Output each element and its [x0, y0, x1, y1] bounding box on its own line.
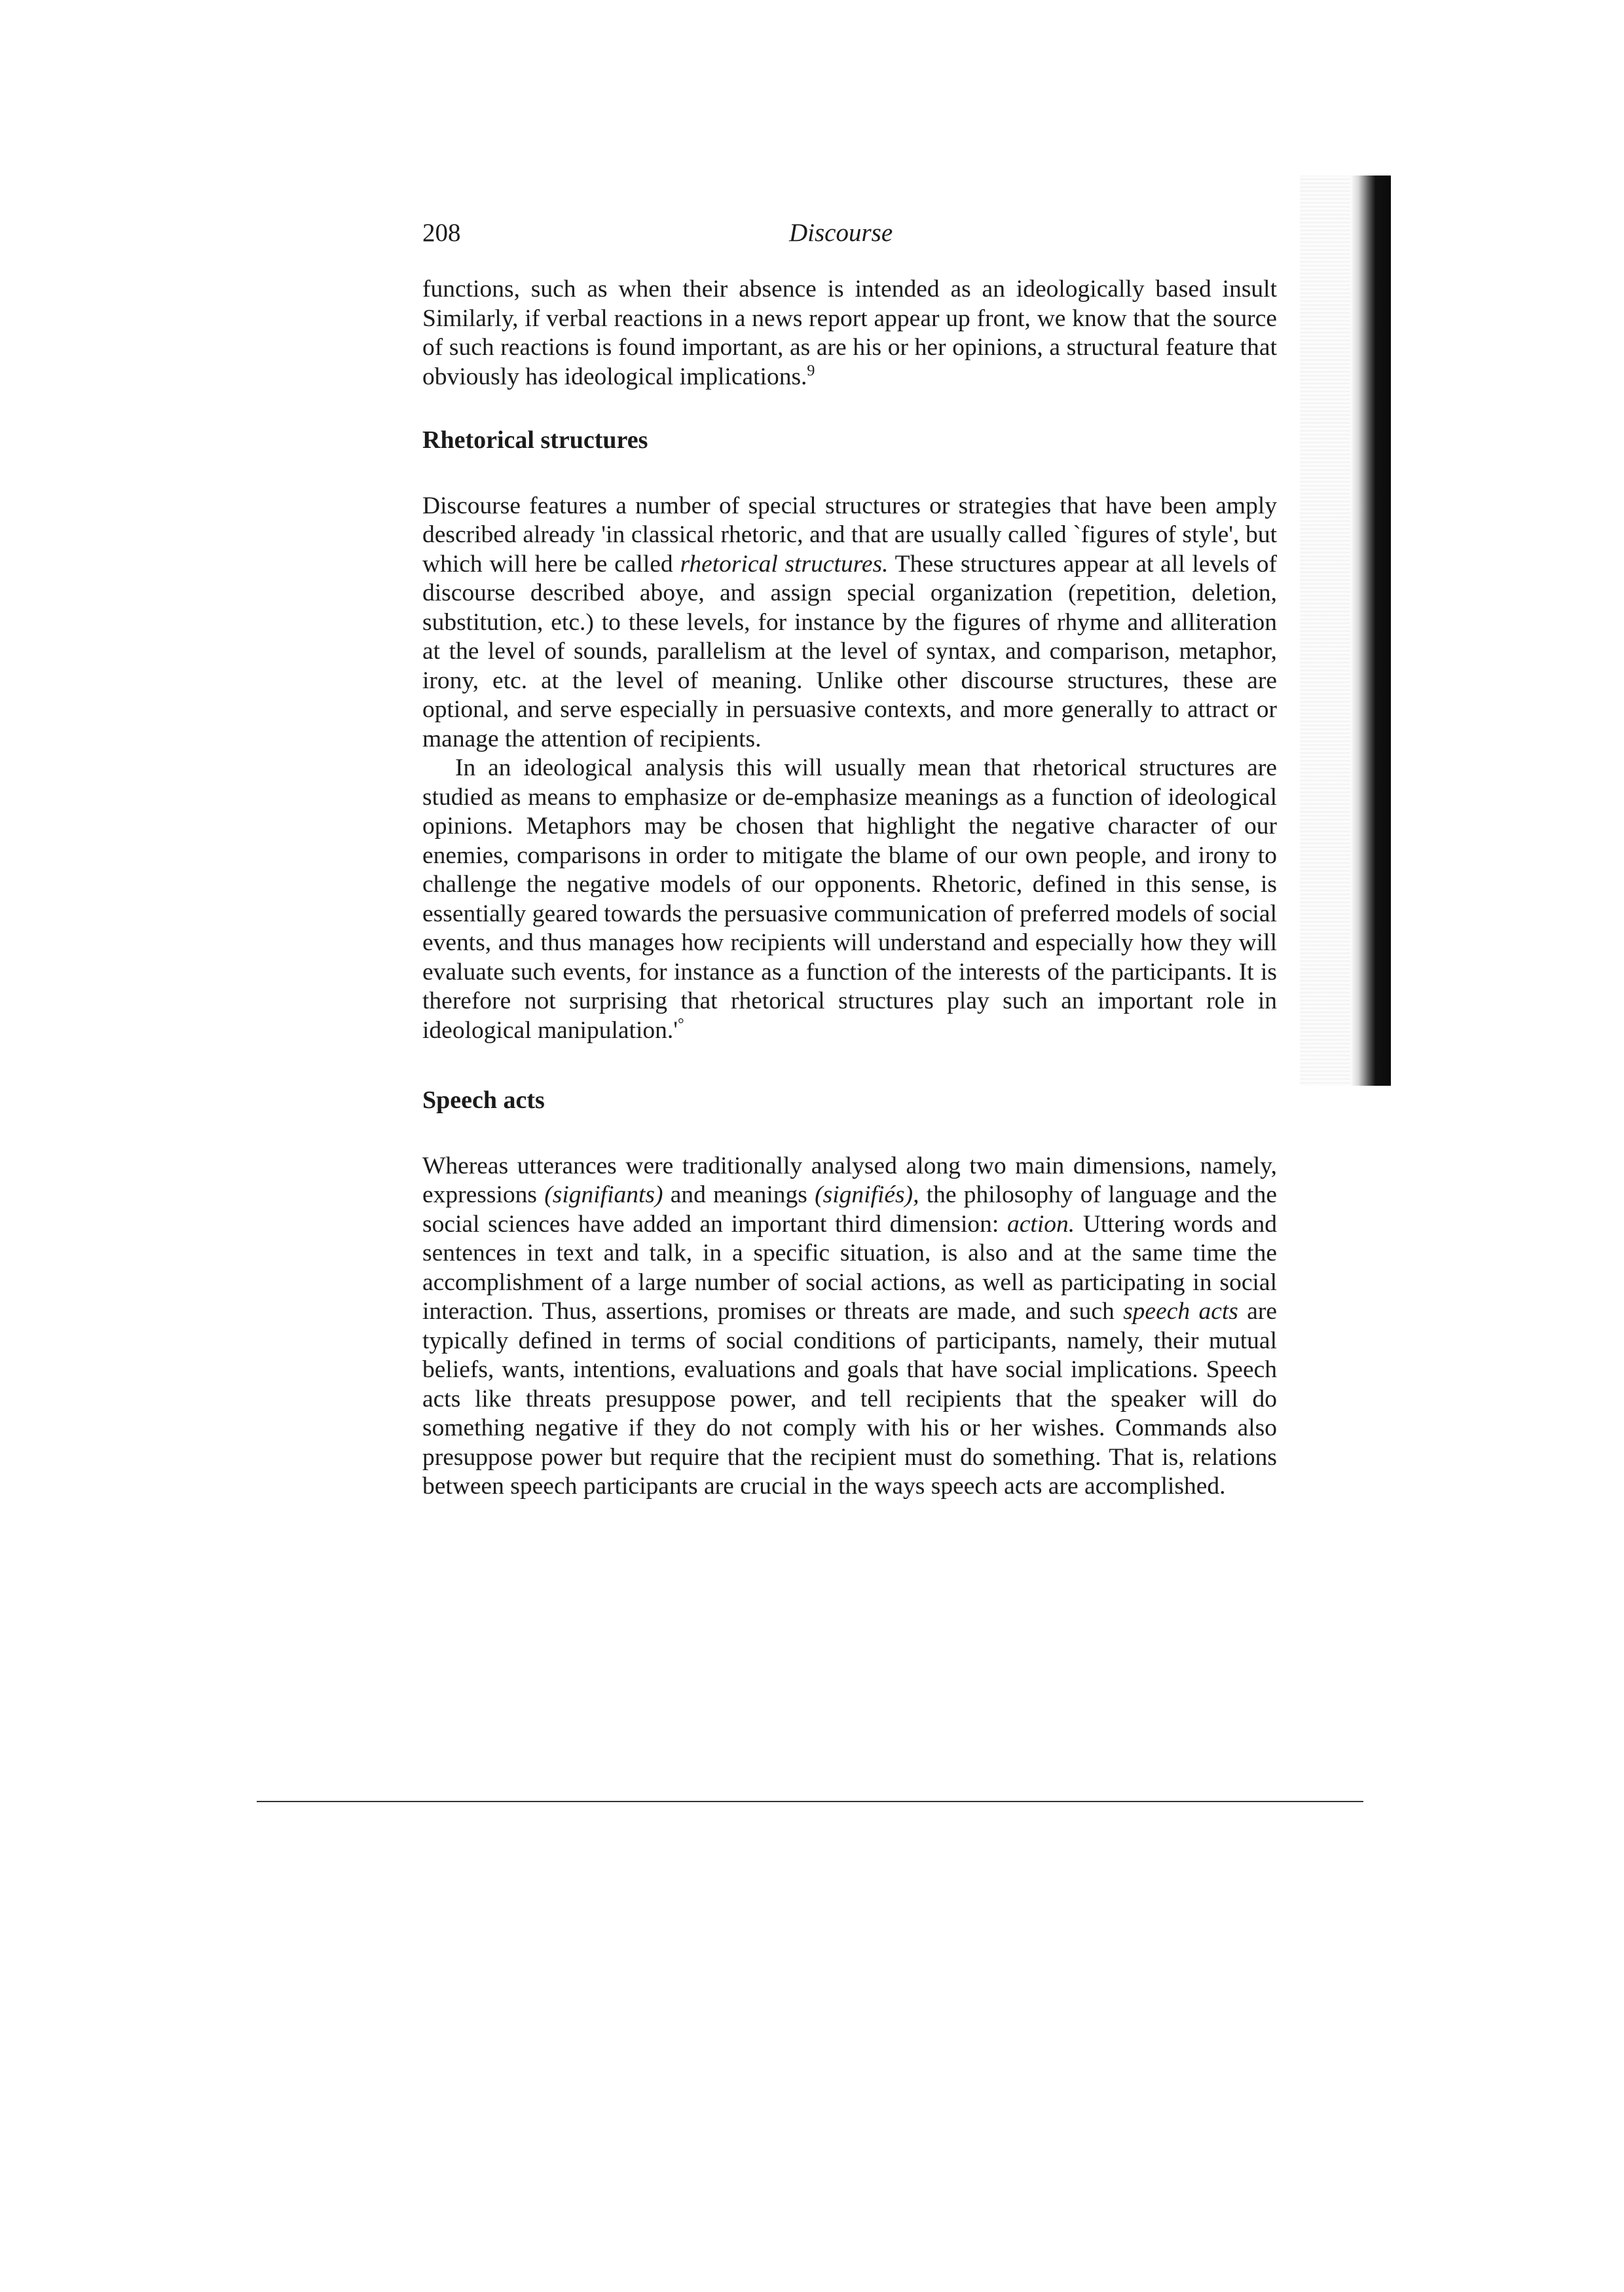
rhetorical-p2-text: In an ideological analysis this will usually mean that rhetorical structures are studied as means to emphasize or de-emphasize meanings as a function of ideological opinions. Metaphors may be chosen that highlight the negative character of our enemies, comparisons in order to mitigate the blame of our own people, and irony to challenge the negative models of our opponents. Rhetoric, defined in this sense, is essentially geared towards the persuasive communication of preferred models of social events, and thus manages how recipients will understand and especially how they will evaluate such events, for instance as a function of the interests of the participants. It is therefore not surprising that rhetorical structures play such an important role in ideological manipulation.': [422, 754, 1277, 1044]
footnote-marker-10: °: [678, 1016, 684, 1033]
term-speech-acts: speech acts: [1123, 1298, 1238, 1325]
page-bottom-rule: [257, 1801, 1363, 1802]
term-rhetorical-structures: rhetorical structures.: [680, 550, 889, 578]
rhetorical-paragraph-1: [422, 492, 1277, 754]
rhetorical-paragraph-2: [422, 754, 1277, 1045]
rhetorical-p1-text-a: Discourse features a number of special structures or strategies that have been amply described already 'in classical rhetoric, and that are usually called `figures of style', but which will here be called: [422, 492, 1277, 578]
scan-binding-shadow: [1350, 176, 1391, 1086]
rhetorical-p1-text-b: These structures appear at all levels of discourse described aboye, and assign special organization (repetition, deletion, substitution, etc.) to these levels, for instance by the figures of rhyme and alliteration at the level of sounds, parallelism at the level of syntax, and comparison, metaphor, irony, etc. at the level of meaning. Unlike other discourse structures, these are optional, and serve especially in persuasive contexts, and more generally to attract or manage the attention of recipients.: [422, 550, 1277, 752]
heading-rhetorical-structures: Rhetorical structures: [422, 426, 648, 454]
term-action: action.: [1007, 1210, 1075, 1238]
speech-acts-text-1: Whereas utterances were traditionally analysed along two main dimensions, namely, expressions: [422, 1152, 1277, 1208]
running-head: [422, 213, 1277, 252]
running-title: Discourse: [789, 219, 893, 247]
speech-acts-text-5: are typically defined in terms of social conditions of participants, namely, their mutual beliefs, wants, intentions, evaluations and goals that have social implications. Speech acts like threats presuppose power, and tell recipients that the speaker will do something negative if they do not comply with his or her wishes. Commands also presuppose power but require that the recipient must do something. That is, relations between speech participants are crucial in the ways speech acts are accomplished.: [422, 1298, 1278, 1500]
speech-acts-paragraph: [422, 1152, 1277, 1502]
footnote-marker-9: 9: [807, 362, 815, 379]
opening-paragraph-text: functions, such as when their absence is intended as an ideologically based insult Similarly, if verbal reactions in a news report appear up front, we know that the source of such reactions is found important, as are his or her opinions, a structural feature that obviously has ideological implications.: [422, 276, 1277, 390]
speech-acts-text-3: the philosophy of language and the social sciences have added an important third dimension:: [422, 1181, 1277, 1238]
term-signifies: (signifiés),: [815, 1181, 919, 1208]
body-text: [422, 275, 1277, 1502]
speech-acts-text-4: Uttering words and sentences in text and talk, in a specific situation, is also and at the same time the accomplishment of a large number of social actions, as well as participating in social interaction. Thus, assertions, promises or threats are made, and such: [422, 1210, 1277, 1325]
speech-acts-text-2: and meanings: [663, 1181, 815, 1208]
opening-paragraph: [422, 275, 1277, 392]
heading-speech-acts: Speech acts: [422, 1086, 545, 1114]
page-number: 208: [422, 219, 461, 247]
term-signifiants: (signifiants): [544, 1181, 663, 1208]
